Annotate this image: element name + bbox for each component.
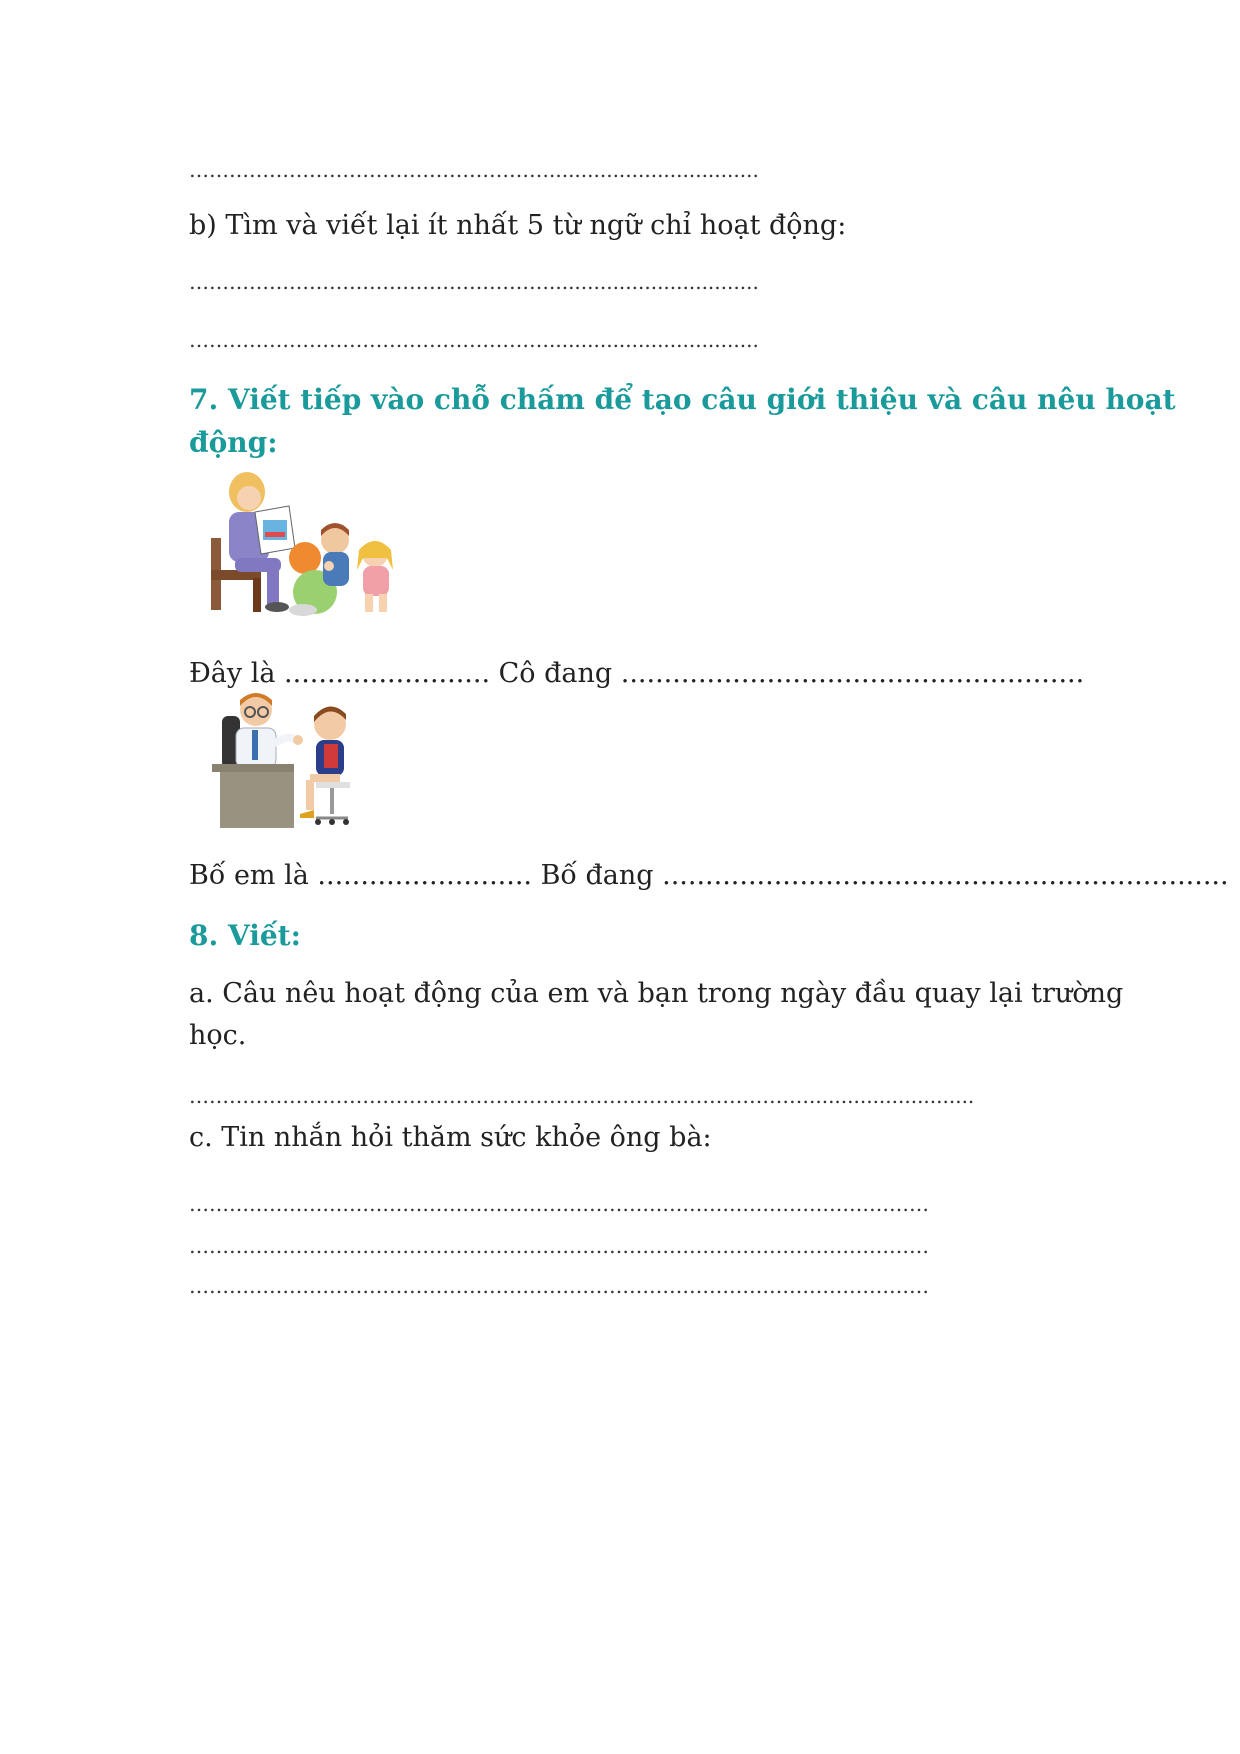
sentence-teacher: Đây là ........................ Cô đang ...................................................... <box>189 658 1085 689</box>
question-8-title: 8. Viết: <box>189 919 301 952</box>
question-b-prompt: b) Tìm và viết lại ít nhất 5 từ ngữ chỉ hoạt động: <box>189 210 847 241</box>
answer-line: ………………………………………………………………………………………………… <box>189 1234 929 1258</box>
question-7-title: 7. Viết tiếp vào chỗ chấm để tạo câu giới thiệu và câu nêu hoạt <box>189 383 1176 416</box>
answer-line: ………………………………………………………………………………………………… <box>189 1274 929 1298</box>
answer-line: ………………………………………………………………………………….......................... <box>189 1084 975 1108</box>
question-c-prompt: c. Tin nhắn hỏi thăm sức khỏe ông bà: <box>189 1122 712 1153</box>
answer-line: ………………………………………………................................. <box>189 270 759 294</box>
answer-line: ………………………………………………................................. <box>189 158 759 182</box>
teacher-reading-illustration <box>205 470 405 620</box>
question-7-title-cont: động: <box>189 426 278 459</box>
doctor-with-boy-illustration <box>212 688 372 828</box>
question-a-prompt-cont: học. <box>189 1020 247 1051</box>
answer-line: ………………………………………………................................. <box>189 328 759 352</box>
answer-line: ………………………………………………………………………………………………… <box>189 1192 929 1216</box>
sentence-father: Bố em là ......................... Bố đang .................................................................. <box>189 860 1229 891</box>
question-a-prompt: a. Câu nêu hoạt động của em và bạn trong ngày đầu quay lại trường <box>189 978 1124 1009</box>
